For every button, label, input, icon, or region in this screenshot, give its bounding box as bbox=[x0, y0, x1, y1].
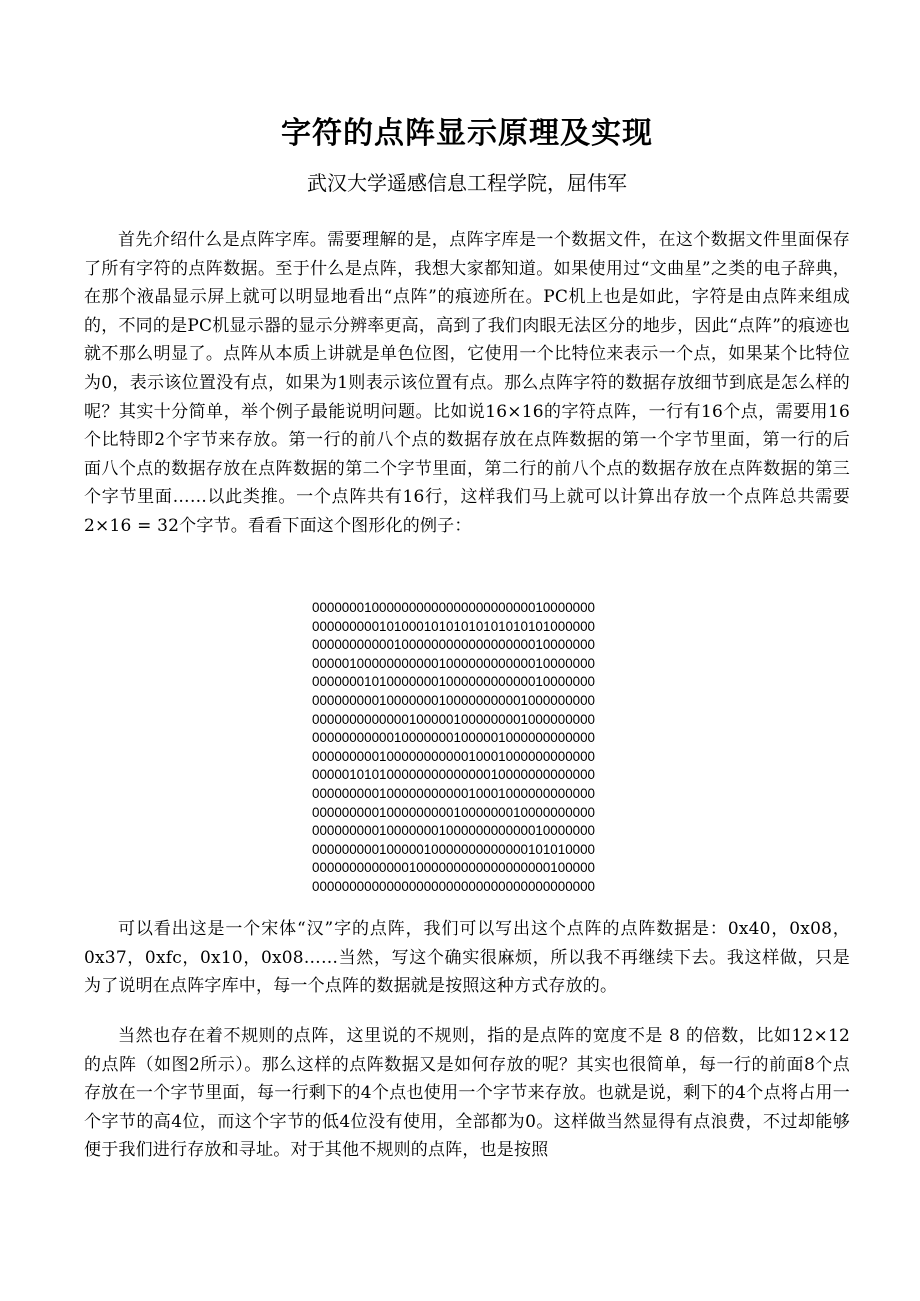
bitmap-row: 00000000000000000000000000000000000000 bbox=[312, 878, 595, 894]
bitmap-row: 00000000000100000001000001000000000000 bbox=[312, 730, 595, 746]
bitmap-row: 00000000000100000000000000000010000000 bbox=[312, 637, 595, 653]
bitmap-row: 00000000010000000100000000000010000000 bbox=[312, 823, 595, 839]
bitmap-row: 00000000010000010000000000000101010000 bbox=[312, 841, 595, 857]
paragraph-example: 可以看出这是一个宋体“汉”字的点阵，我们可以写出这个点阵的点阵数据是：0x40，0x08，0x37，0xfc，0x10，0x08……当然，写这个确实很麻烦，所以我不再继续下去。我这样做，只是为了说明在点阵字库中，每一个点阵的数据就是按照这种方式存放的。 bbox=[84, 919, 850, 997]
bitmap-row: 00000000000001000000000000000000100000 bbox=[312, 860, 595, 876]
document-title: 字符的点阵显示原理及实现 bbox=[281, 116, 653, 151]
paragraph-intro: 首先介绍什么是点阵字库。需要理解的是，点阵字库是一个数据文件，在这个数据文件里面保存了所有字符的点阵数据。至于什么是点阵，我想大家都知道。如果使用过“文曲星”之类的电子辞典，在那个液晶显示屏上就可以明显地看出“点阵”的痕迹所在。PC机上也是如此，字符是由点阵来组成的，不同的是PC机显示器的显示分辨率更高，高到了我们肉眼无法区分的地步，因此“点阵”的痕迹也就不那么明显了。点阵从本质上讲就是单色位图，它使用一个比特位来表示一个点，如果某个比特位为0，表示该位置没有点，如果为1则表示该位置有点。那么点阵字符的数据存放细节到底是怎么样的呢？其实十分简单，举个例子最能说明问题。比如说16×16的字符点阵，一行有16个点，需要用16个比特即2个字节来存放。第一行的前八个点的数据存放在点阵数据的第一个字节里面，第一行的后面八个点的数据存放在点阵数据的第二个字节里面，第二行的前八个点的数据存放在点阵数据的第三个字节里面……以此类推。一个点阵共有16行，这样我们马上就可以计算出存放一个点阵总共需要2×16 = 32个字节。看看下面这个图形化的例子： bbox=[84, 230, 850, 536]
bitmap-row: 00000000010100010101010101010101000000 bbox=[312, 618, 595, 634]
paragraph-irregular: 当然也存在着不规则的点阵，这里说的不规则，指的是点阵的宽度不是 8 的倍数，比如12×12的点阵（如图2所示）。那么这样的点阵数据又是如何存放的呢？其实也很简单，每一行的前面8个点存放在一个字节里面，每一行剩下的4个点也使用一个字节来存放。也就是说，剩下的4个点将占用一个字节的高4位，而这个字节的低4位没有使用，全部都为0。这样做当然显得有点浪费，不过却能够便于我们进行存放和寻址。对于其他不规则的点阵，也是按照 bbox=[84, 1026, 850, 1161]
bitmap-row: 00000000010000000000010001000000000000 bbox=[312, 748, 595, 764]
bitmap-grid bbox=[312, 599, 632, 897]
bitmap-row: 00000100000000000100000000000010000000 bbox=[312, 655, 595, 671]
bitmap-row: 00000001000000000000000000000010000000 bbox=[312, 600, 595, 615]
bitmap-row: 00000000010000000001000000010000000000 bbox=[312, 804, 595, 820]
document-page bbox=[84, 0, 850, 1301]
bitmap-row: 00000000010000000100000000001000000000 bbox=[312, 692, 595, 708]
author-line: 武汉大学遥感信息工程学院，屈伟军 bbox=[307, 171, 627, 195]
bitmap-row: 00000000000001000001000000001000000000 bbox=[312, 711, 595, 727]
bitmap-row: 00000001010000000100000000000010000000 bbox=[312, 674, 595, 690]
bitmap-row: 00000000010000000000010001000000000000 bbox=[312, 785, 595, 801]
bitmap-row: 00000101010000000000000010000000000000 bbox=[312, 767, 595, 783]
